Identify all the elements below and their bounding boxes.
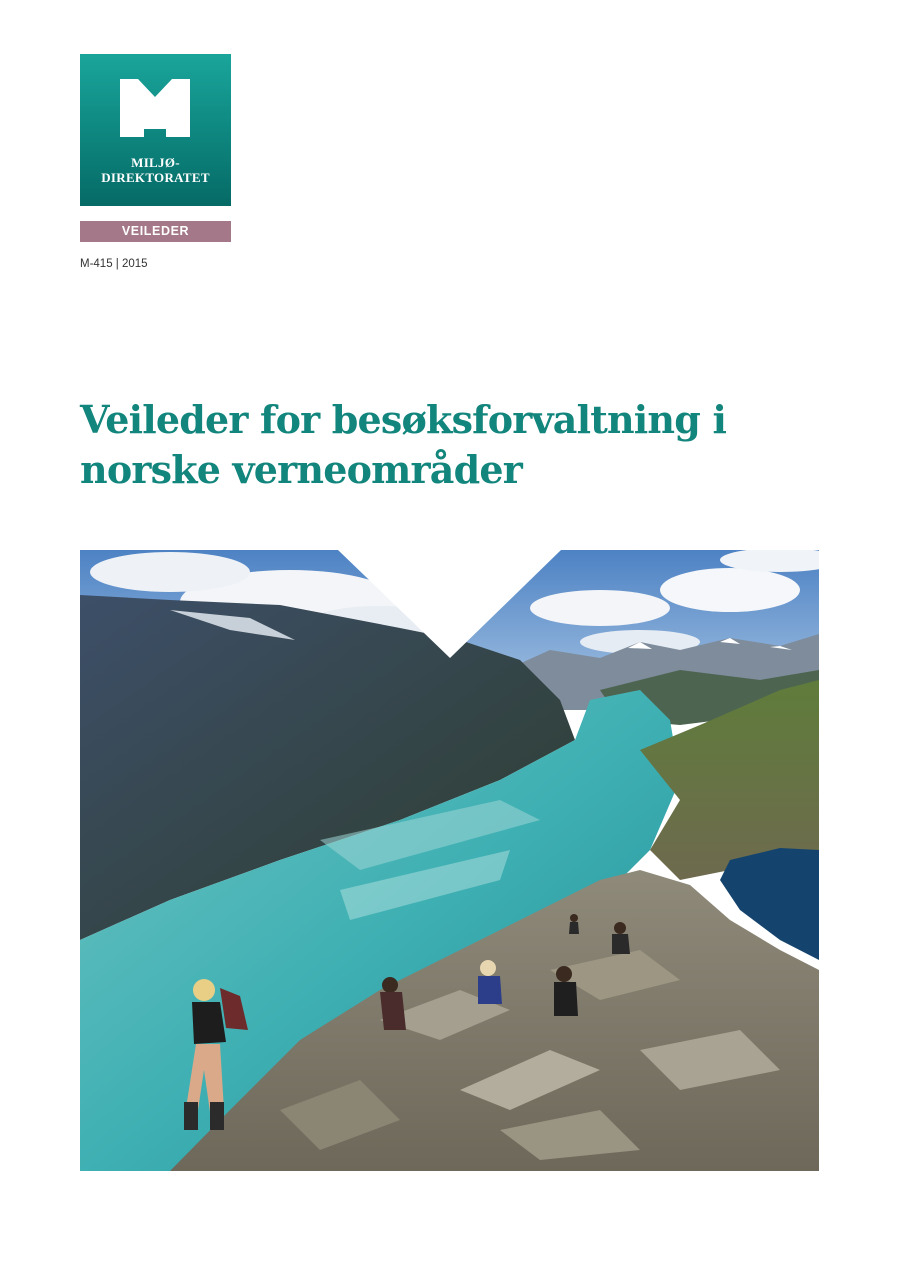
logo-m-mark-icon <box>120 79 190 137</box>
hiker-figure-icon <box>569 914 579 934</box>
miljodirektoratet-logo <box>80 54 231 206</box>
cover-photo <box>80 550 819 1171</box>
document-number: M-415 | 2015 <box>80 258 148 270</box>
logo-line-2: DIREKTORATET <box>101 170 210 185</box>
logo-line-1: MILJØ- <box>131 155 180 170</box>
landscape-photo-icon <box>80 550 819 1171</box>
document-type-badge: VEILEDER <box>80 221 231 242</box>
logo-wordmark <box>80 155 231 185</box>
page-title: Veileder for besøksforvaltning i norske verneområder <box>80 397 727 492</box>
